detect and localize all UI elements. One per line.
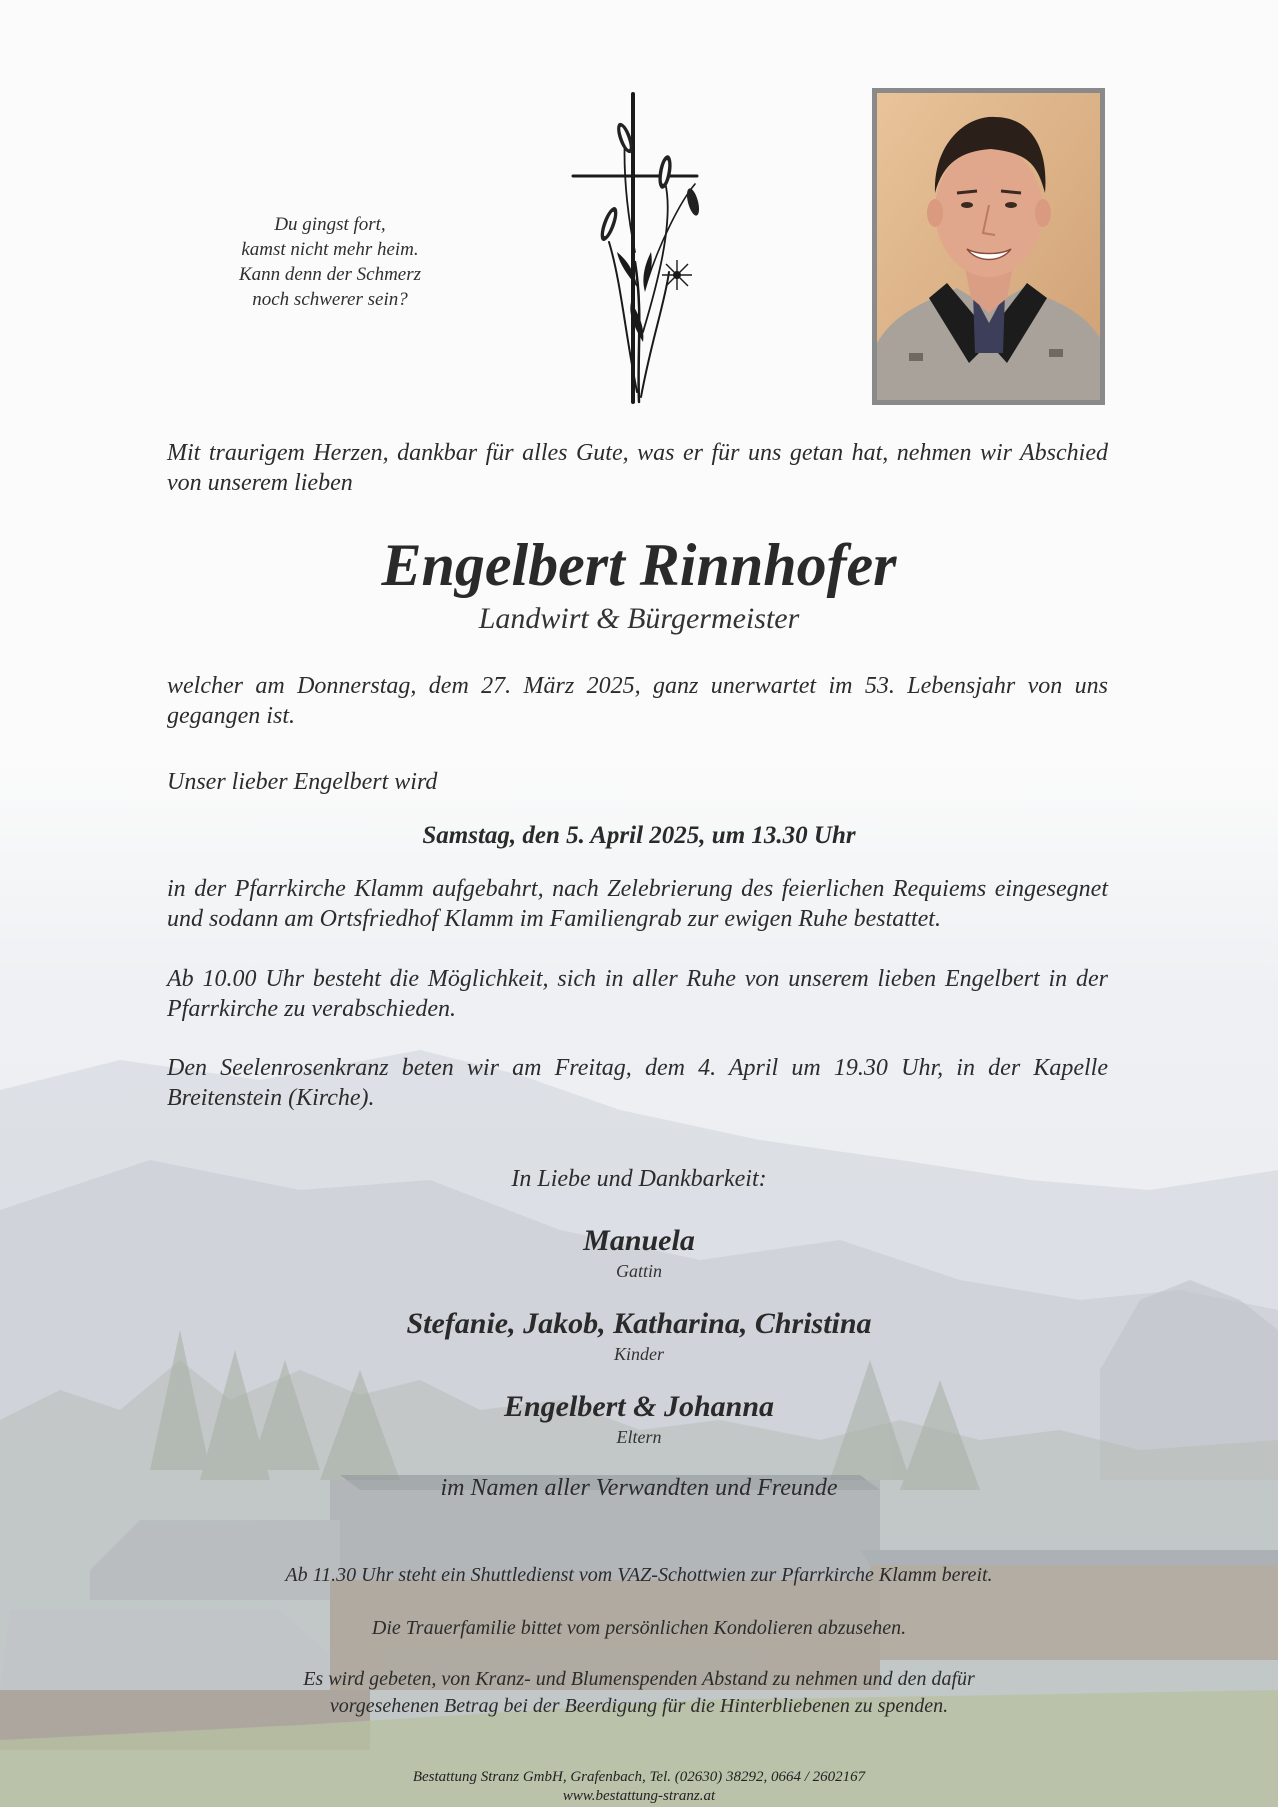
mourner-relation: Eltern: [616, 1427, 662, 1447]
intro-text: Mit traurigem Herzen, dankbar für alles Gute, was er für uns getan hat, nehmen wir Abschied von unserem lieben: [167, 440, 1108, 496]
mourner-name: Engelbert & Johanna: [503, 1390, 775, 1423]
deceased-name: Engelbert Rinnhofer: [381, 532, 897, 598]
notice-donation: Es wird gebeten, von Kranz- und Blumenspenden Abstand zu nehmen und den dafür: [303, 1668, 975, 1690]
poem-line: Du gingst fort,: [274, 214, 386, 235]
footer-company: Bestattung Stranz GmbH, Grafenbach, Tel. (02630) 38292, 0664 / 2602167: [412, 1769, 866, 1785]
deceased-title: Landwirt & Bürgermeister: [478, 602, 800, 635]
mourner-name: Manuela: [583, 1224, 695, 1257]
portrait-photo: [872, 88, 1105, 405]
death-text: welcher am Donnerstag, dem 27. März 2025, ganz unerwartet im 53. Lebensjahr von uns gegangen ist.: [167, 673, 1108, 729]
poem-line: noch schwerer sein?: [252, 289, 408, 310]
farewell-text: Ab 10.00 Uhr besteht die Möglichkeit, sich in aller Ruhe von unserem lieben Engelbert in der Pfarrkirche zu verabschieden.: [167, 966, 1108, 1022]
footer-website[interactable]: www.bestattung-stranz.at: [562, 1788, 716, 1804]
funeral-intro: Unser lieber Engelbert wird: [167, 769, 438, 795]
mourner-relation: Kinder: [613, 1344, 664, 1364]
notice-condolence: Die Trauerfamilie bittet vom persönlichen Kondolieren abzusehen.: [371, 1617, 907, 1639]
funeral-date: Samstag, den 5. April 2025, um 13.30 Uhr: [422, 822, 856, 849]
poem-line: kamst nicht mehr heim.: [241, 239, 419, 260]
greeting: In Liebe und Dankbarkeit:: [511, 1166, 767, 1192]
relatives-line: im Namen aller Verwandten und Freunde: [440, 1475, 838, 1501]
cross-with-wheat-and-flower-icon: [565, 92, 710, 407]
funeral-text: in der Pfarrkirche Klamm aufgebahrt, nach Zelebrierung des feierlichen Requiems eingesegnet und sodann am Ortsfriedhof Klamm im Familiengrab zur ewigen Ruhe bestattet.: [167, 876, 1108, 932]
mourner-relation: Gattin: [615, 1261, 662, 1281]
notice-shuttle: Ab 11.30 Uhr steht ein Shuttledienst vom VAZ-Schottwien zur Pfarrkirche Klamm bereit.: [285, 1564, 993, 1586]
poem-line: Kann denn der Schmerz: [238, 264, 422, 285]
rosary-text: Den Seelenrosenkranz beten wir am Freitag, dem 4. April um 19.30 Uhr, in der Kapelle Breitenstein (Kirche).: [167, 1055, 1108, 1111]
notice-donation: vorgesehenen Betrag bei der Beerdigung für die Hinterbliebenen zu spenden.: [329, 1695, 949, 1717]
poem: [180, 212, 480, 312]
mourner-name: Stefanie, Jakob, Katharina, Christina: [406, 1307, 872, 1340]
